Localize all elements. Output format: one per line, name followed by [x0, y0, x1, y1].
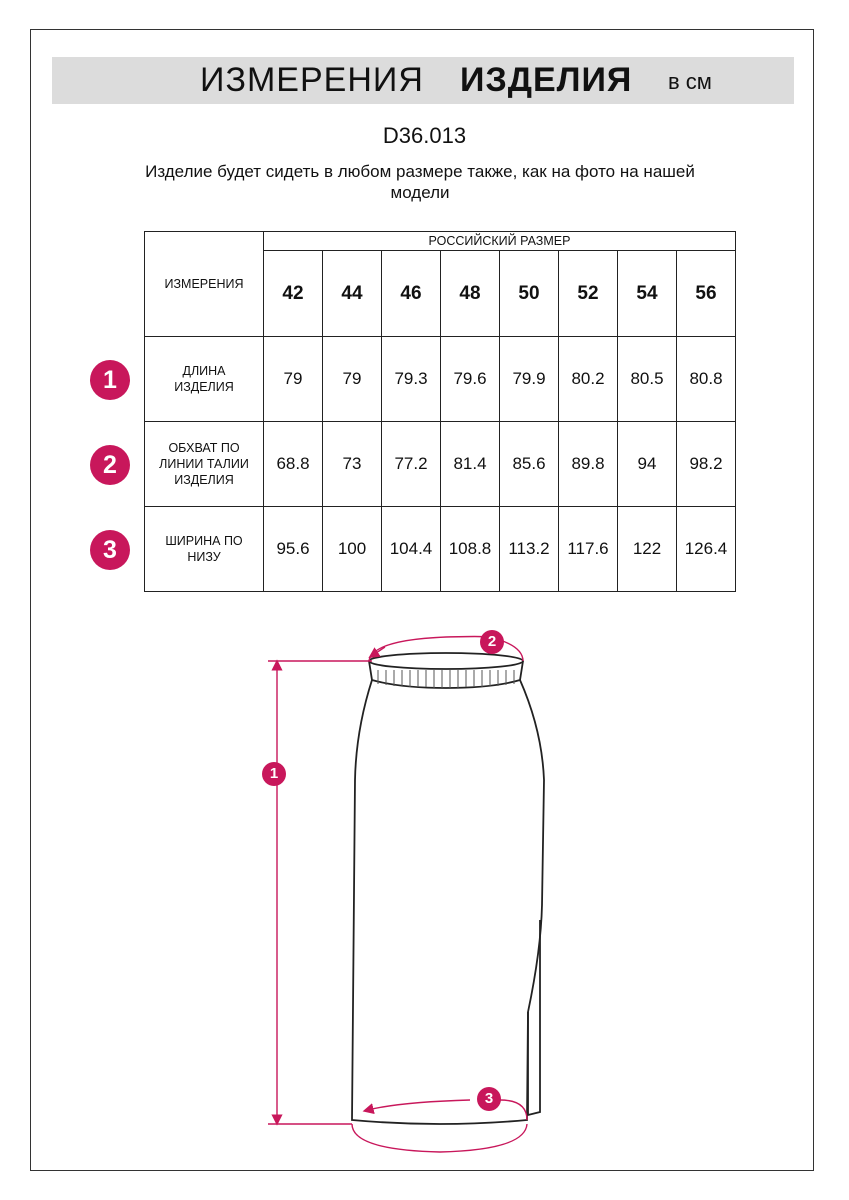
size-header: 44 [323, 251, 382, 337]
table-cell: 95.6 [264, 507, 323, 592]
diagram-marker-2: 2 [480, 630, 504, 654]
size-header: 46 [382, 251, 441, 337]
table-cell: 79 [323, 337, 382, 422]
size-group-header: РОССИЙСКИЙ РАЗМЕР [264, 232, 736, 251]
row-label: ДЛИНА ИЗДЕЛИЯ [145, 337, 264, 422]
header-title-light: ИЗМЕРЕНИЯ [200, 61, 424, 99]
table-cell: 79.3 [382, 337, 441, 422]
table-cell: 122 [618, 507, 677, 592]
size-header: 42 [264, 251, 323, 337]
hem-measure [352, 1100, 527, 1152]
measurements-header: ИЗМЕРЕНИЯ [145, 232, 264, 337]
header-title-bold: ИЗДЕЛИЯ [460, 61, 633, 99]
size-header: 54 [618, 251, 677, 337]
table-cell: 79.6 [441, 337, 500, 422]
table-cell: 94 [618, 422, 677, 507]
table-cell: 80.2 [559, 337, 618, 422]
row-label: ОБХВАТ ПО ЛИНИИ ТАЛИИ ИЗДЕЛИЯ [145, 422, 264, 507]
table-cell: 104.4 [382, 507, 441, 592]
fit-note: Изделие будет сидеть в любом размере также, как на фото на нашей модели [145, 162, 695, 202]
header-unit: в см [668, 69, 712, 94]
table-cell: 77.2 [382, 422, 441, 507]
table-cell: 85.6 [500, 422, 559, 507]
length-measure [268, 661, 372, 1124]
row-number-badge-2: 2 [90, 445, 130, 485]
size-header: 56 [677, 251, 736, 337]
diagram-marker-1: 1 [262, 762, 286, 786]
table-cell: 117.6 [559, 507, 618, 592]
table-cell: 100 [323, 507, 382, 592]
row-label: ШИРИНА ПО НИЗУ [145, 507, 264, 592]
table-cell: 80.8 [677, 337, 736, 422]
table-cell: 81.4 [441, 422, 500, 507]
table-cell: 80.5 [618, 337, 677, 422]
table-cell: 113.2 [500, 507, 559, 592]
row-number-badge-1: 1 [90, 360, 130, 400]
table-cell: 126.4 [677, 507, 736, 592]
row-number-badge-3: 3 [90, 530, 130, 570]
table-cell: 89.8 [559, 422, 618, 507]
size-header: 52 [559, 251, 618, 337]
table-cell: 73 [323, 422, 382, 507]
size-header: 48 [441, 251, 500, 337]
table-cell: 108.8 [441, 507, 500, 592]
size-header: 50 [500, 251, 559, 337]
table-cell: 79.9 [500, 337, 559, 422]
table-cell: 79 [264, 337, 323, 422]
article-number: D36.013 [382, 123, 467, 148]
table-cell: 98.2 [677, 422, 736, 507]
diagram-marker-3: 3 [477, 1087, 501, 1111]
skirt-outline [352, 653, 544, 1124]
table-cell: 68.8 [264, 422, 323, 507]
